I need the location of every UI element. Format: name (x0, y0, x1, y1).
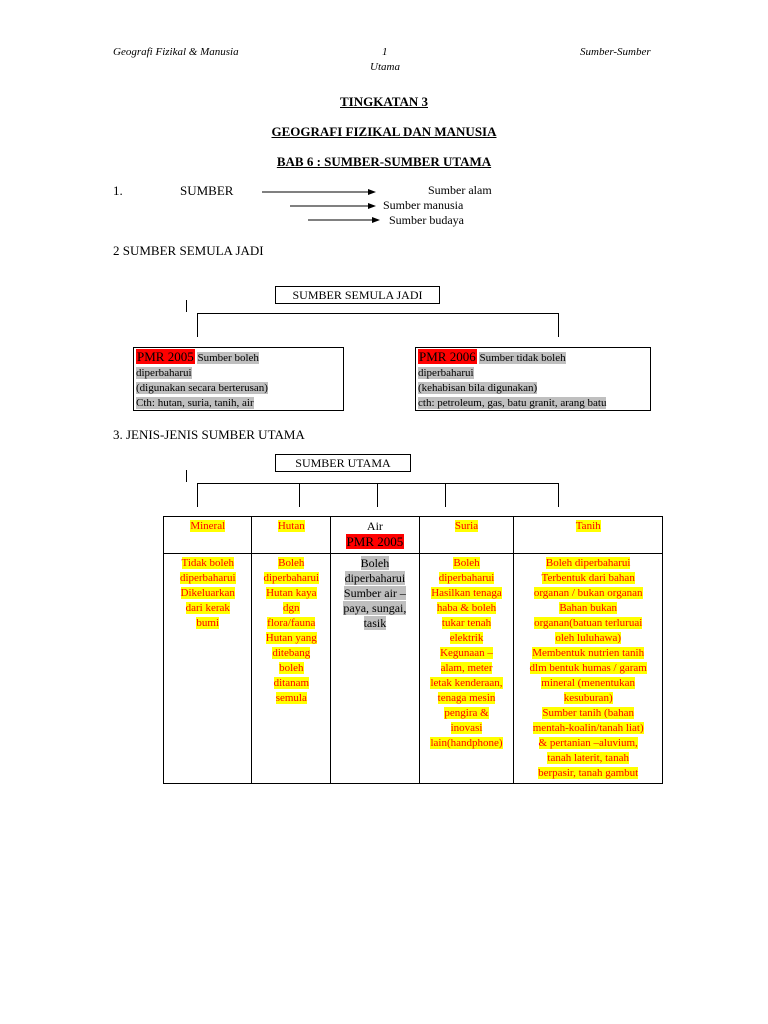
section2-heading: 2 SUMBER SEMULA JADI (113, 243, 264, 258)
section3-heading: 3. JENIS-JENIS SUMBER UTAMA (113, 427, 305, 442)
section1-arrows (260, 186, 380, 226)
chapter-title: BAB 6 : SUMBER-SUMBER UTAMA (276, 154, 492, 169)
tick-mark (186, 300, 187, 312)
sumber-utama-box: SUMBER UTAMA (275, 454, 411, 472)
subject-title: GEOGRAFI FIZIKAL DAN MANUSIA (271, 124, 497, 139)
tree-line (197, 313, 559, 314)
header-right-continued: Utama (370, 61, 400, 73)
branch-tanih (558, 483, 559, 507)
mineral-cell: Tidak boleh diperbaharui Dikeluarkan dari kerak bumi (164, 554, 252, 784)
suria-cell: Boleh diperbaharui Hasilkan tenaga haba & boleh tukar tenah elektrik Kegunaan – alam, meter letak kenderaan, tenaga mesin pengira & inovasi lain(handphone) (419, 554, 514, 784)
branch-suria (445, 483, 446, 507)
branch-hutan (299, 483, 300, 507)
col-air-header: Air PMR 2005 (331, 517, 420, 554)
form-title: TINGKATAN 3 (340, 94, 428, 109)
tree-line-2 (197, 483, 559, 484)
col-mineral-header: Mineral (164, 517, 252, 554)
section1-number: 1. (113, 183, 123, 198)
header-left: Geografi Fizikal & Manusia (113, 46, 239, 58)
tree-line-left (197, 313, 198, 337)
semula-jadi-box: SUMBER SEMULA JADI (275, 286, 440, 304)
branch-air (377, 483, 378, 507)
col-suria-header: Suria (419, 517, 514, 554)
renewable-box (133, 347, 344, 411)
col-hutan-header: Hutan (252, 517, 331, 554)
branch-mineral (197, 483, 198, 507)
header-right: Sumber-Sumber (580, 46, 651, 58)
air-cell: Boleh diperbaharui Sumber air – paya, sungai, tasik (331, 554, 420, 784)
renewable-line1: Sumber boleh (197, 352, 259, 364)
air-pmr-tag: PMR 2005 (346, 534, 404, 549)
sumber-budaya: Sumber budaya (389, 213, 464, 227)
header-page-number: 1 (382, 46, 388, 58)
nonrenewable-line1: Sumber tidak boleh (479, 352, 566, 364)
nonrenewable-line4: cth: petroleum, gas, batu granit, arang batu (418, 397, 607, 409)
sumber-alam: Sumber alam (428, 183, 492, 197)
pmr-2005-tag: PMR 2005 (137, 349, 194, 364)
renewable-line3: (digunakan secara berterusan) (136, 382, 268, 394)
sumber-manusia: Sumber manusia (383, 198, 464, 212)
col-tanih-header: Tanih (514, 517, 663, 554)
tick-mark-2 (186, 470, 187, 482)
nonrenewable-line2: diperbaharui (418, 367, 474, 379)
tree-line-right (558, 313, 559, 337)
nonrenewable-box (415, 347, 651, 411)
tanih-cell: Boleh diperbaharui Terbentuk dari bahan organan / bukan organan Bahan bukan organan(batuan terluruai oleh luluhawa) Membentuk nutrien tanih dlm bentuk humas / garam mineral (menentukan kesuburan) Sumber tanih (bahan mentah-koalin/tanah liat) & pertanian –aluvium, tanah laterit, tanah berpasir, tanah gambut (514, 554, 663, 784)
pmr-2006-tag: PMR 2006 (419, 349, 476, 364)
nonrenewable-line3: (kehabisan bila digunakan) (418, 382, 538, 394)
section1-label: SUMBER (180, 183, 234, 198)
renewable-line2: diperbaharui (136, 367, 192, 379)
resources-table (163, 516, 663, 784)
renewable-line4: Cth: hutan, suria, tanih, air (136, 397, 254, 409)
hutan-cell: Boleh diperbaharui Hutan kaya dgn flora/fauna Hutan yang ditebang boleh ditanam semula (252, 554, 331, 784)
